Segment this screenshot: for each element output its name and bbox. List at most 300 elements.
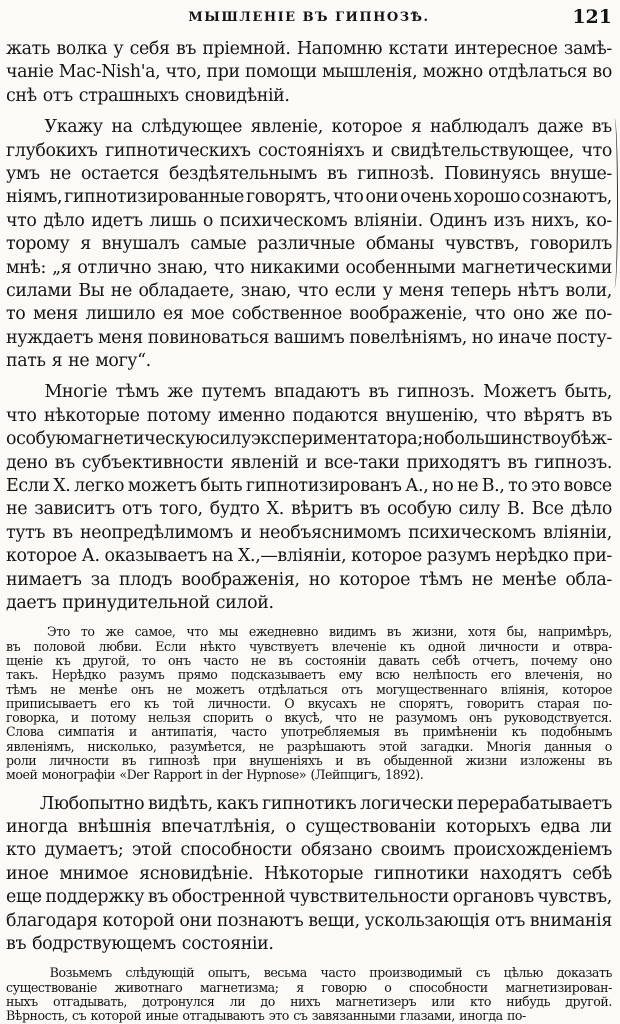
word: отъ bbox=[341, 682, 363, 697]
word: о bbox=[604, 739, 612, 754]
text-line bbox=[6, 350, 612, 373]
word: находятъ bbox=[479, 863, 562, 884]
word: воображеніе, bbox=[349, 304, 468, 325]
word: дѣло bbox=[570, 499, 612, 520]
word: въ bbox=[386, 625, 401, 640]
word: магнетизирован- bbox=[505, 980, 612, 995]
word: остается bbox=[80, 163, 159, 184]
word: что bbox=[474, 304, 506, 325]
word: при bbox=[206, 62, 240, 83]
paragraph-gap bbox=[6, 615, 612, 625]
word: я bbox=[80, 234, 91, 255]
word: снѣ bbox=[6, 85, 37, 106]
word: замѣ- bbox=[563, 39, 612, 59]
word: вкусѣ, bbox=[284, 711, 323, 726]
word: то bbox=[141, 653, 156, 668]
word: но bbox=[471, 327, 494, 348]
word: психическомъ bbox=[219, 210, 348, 231]
text-line bbox=[6, 863, 612, 886]
word: можетъ bbox=[195, 682, 245, 697]
word: нелѣпость bbox=[412, 668, 478, 683]
word: ясновидѣніе. bbox=[139, 863, 254, 884]
word: вовсе bbox=[563, 476, 612, 497]
word: любви. bbox=[98, 639, 142, 654]
word: приписываетъ bbox=[6, 696, 97, 711]
word: X. bbox=[53, 476, 71, 497]
paragraph-indent bbox=[6, 381, 36, 404]
word: той bbox=[172, 696, 195, 711]
word: принудительной bbox=[62, 592, 210, 613]
word: вашимъ bbox=[273, 327, 345, 348]
word: которое bbox=[339, 569, 411, 590]
word: онъ bbox=[469, 711, 492, 726]
word: меня bbox=[32, 304, 78, 325]
word: тѣмъ bbox=[419, 569, 463, 590]
word: внуше- bbox=[550, 163, 612, 184]
word: къ bbox=[55, 653, 71, 668]
word: своимъ bbox=[380, 840, 445, 861]
word: что bbox=[297, 280, 329, 301]
word: познаютъ bbox=[216, 910, 304, 931]
word: чаніе bbox=[6, 62, 54, 83]
word: личности bbox=[49, 754, 109, 769]
word: тѣмъ bbox=[6, 682, 37, 697]
word: «Der bbox=[119, 768, 149, 783]
word: съ bbox=[475, 966, 491, 981]
word: особенными bbox=[345, 257, 456, 278]
word: что bbox=[485, 405, 517, 426]
word: старая bbox=[537, 696, 580, 711]
word: и bbox=[371, 140, 384, 161]
word: не bbox=[258, 739, 274, 754]
word: Многія bbox=[486, 739, 531, 754]
word: вѣрятъ bbox=[523, 405, 585, 426]
text-line bbox=[6, 697, 612, 711]
word: даже bbox=[537, 117, 584, 138]
word: идетъ bbox=[91, 210, 143, 231]
word: ли bbox=[229, 994, 246, 1009]
word: 1892). bbox=[385, 768, 424, 783]
word: что bbox=[186, 625, 208, 640]
word: чувствъ, bbox=[444, 234, 520, 255]
word: въ bbox=[6, 639, 21, 654]
word: явленіямъ, bbox=[6, 739, 75, 754]
word: менѣе bbox=[78, 682, 118, 697]
word: въ bbox=[175, 39, 197, 59]
word: О bbox=[284, 696, 295, 711]
word: дено bbox=[6, 452, 48, 473]
text-line bbox=[6, 816, 612, 839]
word: себѣ bbox=[431, 653, 460, 668]
word: иногда bbox=[6, 817, 68, 838]
word: онъ bbox=[168, 653, 191, 668]
word: что bbox=[6, 405, 37, 426]
word: отъ bbox=[121, 499, 153, 520]
word: того, bbox=[159, 499, 203, 520]
text-line bbox=[6, 163, 612, 186]
word: говорка, bbox=[6, 711, 59, 726]
word: внушеніяхъ bbox=[249, 754, 323, 769]
word: что bbox=[213, 257, 245, 278]
word: это bbox=[268, 1009, 289, 1024]
word: которой bbox=[90, 1009, 142, 1024]
word: волка bbox=[56, 39, 108, 59]
word: гипнотизированные bbox=[64, 187, 244, 208]
word: повелѣніямъ, bbox=[349, 327, 467, 348]
word: себѣ bbox=[572, 863, 612, 884]
word: жизни, bbox=[412, 625, 457, 640]
text-line bbox=[6, 327, 612, 350]
text-line bbox=[6, 640, 612, 654]
word: производимый bbox=[369, 966, 463, 981]
word: въ bbox=[507, 452, 528, 473]
word: хотя bbox=[467, 625, 496, 640]
word: ея bbox=[162, 304, 184, 325]
word: то bbox=[80, 625, 95, 640]
word: цѣлью bbox=[503, 966, 543, 981]
word: убѣж- bbox=[560, 429, 612, 450]
word: не bbox=[250, 653, 266, 668]
word: субъективности bbox=[81, 452, 224, 473]
word: часто bbox=[320, 966, 356, 981]
word: не bbox=[49, 163, 71, 184]
paragraph bbox=[6, 38, 612, 108]
word: во bbox=[592, 62, 612, 83]
text-line bbox=[6, 995, 612, 1009]
text-line bbox=[6, 1009, 612, 1023]
word: при- bbox=[573, 546, 612, 567]
word: кстати bbox=[388, 39, 449, 59]
word: необъяснимомъ bbox=[258, 522, 401, 543]
word: торому bbox=[6, 234, 70, 255]
word: не bbox=[456, 476, 479, 497]
word: опытъ, bbox=[207, 966, 251, 981]
word: Mac-Nish'а, bbox=[58, 62, 161, 83]
word: Слова bbox=[6, 725, 44, 740]
text-line bbox=[6, 793, 612, 816]
word: Все bbox=[531, 499, 564, 520]
word: въ bbox=[368, 382, 389, 403]
word: загадки. bbox=[420, 739, 474, 754]
word: Нѣкоторые bbox=[264, 863, 364, 884]
word: влеченія, bbox=[524, 668, 584, 683]
word: на bbox=[211, 546, 234, 567]
text-line bbox=[6, 768, 612, 782]
word: магнетическую bbox=[70, 429, 210, 450]
word: въ bbox=[6, 933, 27, 954]
word: не bbox=[370, 696, 386, 711]
word: слѣдующій bbox=[125, 966, 195, 981]
word: отъ bbox=[42, 85, 73, 106]
word: дотронулся bbox=[142, 994, 215, 1009]
word: о bbox=[265, 711, 273, 726]
word: часто bbox=[231, 725, 267, 740]
text-line bbox=[6, 186, 612, 209]
word: перерабатываетъ bbox=[456, 793, 612, 814]
word: но bbox=[596, 668, 612, 683]
word: Напомню bbox=[296, 39, 383, 59]
word: чувствъ, bbox=[537, 887, 612, 908]
word: кто bbox=[6, 840, 36, 861]
word: В., bbox=[481, 476, 505, 497]
word: данныя bbox=[544, 739, 592, 754]
word: гипнотикъ bbox=[262, 793, 357, 814]
word: in bbox=[206, 768, 218, 783]
word: давать bbox=[378, 653, 420, 668]
body-text bbox=[6, 38, 612, 1024]
word: гипнозъ. bbox=[397, 382, 475, 403]
word: ко- bbox=[585, 210, 612, 231]
word: оно bbox=[512, 304, 545, 325]
text-line bbox=[6, 569, 612, 592]
text-line bbox=[6, 683, 612, 697]
word: видимъ bbox=[329, 625, 376, 640]
word: явленій bbox=[230, 452, 299, 473]
word: „я bbox=[52, 257, 72, 278]
footnote bbox=[6, 966, 612, 1023]
word: состояніи. bbox=[181, 933, 274, 954]
word: Повинуясь bbox=[444, 163, 541, 184]
paragraph bbox=[6, 381, 612, 615]
text-line bbox=[6, 140, 612, 163]
word: страшныхъ bbox=[78, 85, 179, 106]
word: умъ bbox=[6, 163, 40, 184]
text-line bbox=[6, 668, 612, 682]
word: кто bbox=[469, 994, 492, 1009]
word: вкусахъ bbox=[307, 696, 357, 711]
word: Это bbox=[47, 625, 70, 640]
word: жизни bbox=[465, 754, 507, 769]
word: мы bbox=[218, 625, 238, 640]
word: гипнотики bbox=[374, 863, 469, 884]
word: пріемной. bbox=[202, 39, 291, 59]
word: вліяніи. bbox=[353, 210, 423, 231]
word: силами bbox=[6, 280, 72, 301]
word: легко bbox=[74, 476, 125, 497]
word: разумъ bbox=[426, 546, 491, 567]
word: способности bbox=[409, 980, 488, 995]
word: изложены bbox=[520, 754, 585, 769]
word: быть bbox=[200, 476, 243, 497]
text-line bbox=[6, 38, 612, 61]
word: можетъ bbox=[127, 476, 197, 497]
word: Если bbox=[6, 476, 50, 497]
word: благодаря bbox=[6, 910, 98, 931]
word: другой. bbox=[565, 994, 612, 1009]
word: они bbox=[365, 187, 399, 208]
word: нѣкоторые bbox=[43, 405, 140, 426]
word: (Лейпцигъ, bbox=[310, 768, 381, 783]
word: посту- bbox=[556, 327, 612, 348]
word: все-таки bbox=[324, 452, 400, 473]
word: такъ. bbox=[6, 668, 39, 683]
word: почему bbox=[530, 653, 578, 668]
word: могу“. bbox=[95, 351, 151, 372]
word: обостренной bbox=[171, 887, 286, 908]
running-title: МЫШЛЕНІЕ ВЪ ГИПНОЗѢ. bbox=[188, 10, 430, 25]
paragraph-gap bbox=[6, 783, 612, 793]
word: и bbox=[128, 725, 137, 740]
text-line bbox=[6, 592, 612, 615]
word: и bbox=[305, 452, 318, 473]
word: нуждаетъ bbox=[6, 327, 94, 348]
word: употребляемыя bbox=[280, 725, 380, 740]
word: но bbox=[432, 476, 454, 497]
text-line bbox=[6, 711, 612, 725]
paragraph-gap bbox=[6, 956, 612, 966]
word: знаю, bbox=[240, 280, 292, 301]
word: знаю, bbox=[157, 257, 208, 278]
word: видѣть, bbox=[148, 793, 213, 814]
word: гипнозѣ. bbox=[357, 163, 435, 184]
word: Hypnose» bbox=[246, 768, 307, 783]
word: вещи, bbox=[308, 910, 360, 931]
word: въ bbox=[121, 754, 136, 769]
word: дѣло bbox=[43, 210, 85, 231]
word: впечатлѣнія, bbox=[161, 817, 276, 838]
word: нихъ, bbox=[531, 210, 580, 231]
word: въ bbox=[147, 887, 168, 908]
word: въ bbox=[356, 754, 371, 769]
word: то bbox=[508, 476, 528, 497]
text-line bbox=[6, 452, 612, 475]
word: магнетизеръ bbox=[335, 994, 417, 1009]
word: Вѣрность, bbox=[6, 1009, 68, 1024]
word: не bbox=[368, 711, 384, 726]
word: они bbox=[179, 910, 212, 931]
word: личности bbox=[478, 639, 539, 654]
word: у bbox=[382, 280, 393, 301]
word: говоритъ bbox=[466, 696, 524, 711]
word: свидѣтельствующее, bbox=[390, 140, 574, 161]
margin-bracket-mark bbox=[611, 118, 618, 288]
word: отлично bbox=[77, 257, 152, 278]
word: ежедневно bbox=[248, 625, 319, 640]
text-line bbox=[6, 725, 612, 739]
word: обла- bbox=[565, 569, 612, 590]
word: не bbox=[110, 280, 132, 301]
word: сознаютъ, bbox=[522, 187, 612, 208]
word: антипатія, bbox=[151, 725, 217, 740]
word: и bbox=[335, 754, 344, 769]
word: внушенію, bbox=[385, 405, 479, 426]
word: иначе bbox=[498, 327, 552, 348]
word: органовъ bbox=[452, 887, 534, 908]
word: къ bbox=[399, 639, 415, 654]
word: моей bbox=[6, 768, 38, 783]
word: примѣненіи bbox=[422, 725, 498, 740]
word: теперь bbox=[450, 280, 511, 301]
word: это bbox=[531, 476, 560, 497]
text-line bbox=[6, 233, 612, 256]
word: же bbox=[167, 382, 193, 403]
word: обыденной bbox=[383, 754, 453, 769]
word: чувствуетъ bbox=[249, 639, 319, 654]
book-page bbox=[6, 4, 612, 1024]
word: завязанными bbox=[311, 1009, 396, 1024]
word: X. bbox=[266, 499, 284, 520]
word: въ bbox=[597, 754, 612, 769]
text-line bbox=[6, 966, 612, 980]
word: приходятъ bbox=[406, 452, 501, 473]
text-line bbox=[6, 405, 612, 428]
text-line bbox=[6, 303, 612, 326]
word: будто bbox=[209, 499, 260, 520]
word: повиноваться bbox=[147, 327, 270, 348]
word: обязано bbox=[300, 840, 373, 861]
text-line bbox=[6, 625, 612, 639]
word: не bbox=[50, 682, 66, 697]
footnote bbox=[6, 625, 612, 782]
word: о bbox=[285, 817, 296, 838]
paragraph-indent bbox=[6, 116, 36, 139]
word: отгадывать, bbox=[52, 994, 127, 1009]
text-line bbox=[6, 981, 612, 995]
text-line bbox=[6, 85, 612, 108]
word: путемъ bbox=[201, 382, 266, 403]
paragraph-gap bbox=[6, 108, 612, 116]
word: гипнозъ. bbox=[534, 452, 612, 473]
word: другой, bbox=[82, 653, 130, 668]
word: этой bbox=[131, 840, 172, 861]
word: у bbox=[113, 39, 124, 59]
word: воли, bbox=[565, 280, 612, 301]
word: ныхъ bbox=[6, 994, 38, 1009]
word: но bbox=[422, 429, 445, 450]
word: способности bbox=[180, 840, 293, 861]
word: до bbox=[260, 994, 275, 1009]
word: не bbox=[167, 682, 183, 697]
word: животнаго bbox=[114, 980, 183, 995]
word: и bbox=[70, 711, 79, 726]
word: обманы bbox=[365, 234, 434, 255]
word: силу bbox=[458, 499, 500, 520]
word: впадаютъ bbox=[274, 382, 360, 403]
word: явленіе, bbox=[250, 117, 323, 138]
word: потому bbox=[90, 711, 136, 726]
word: А. bbox=[81, 546, 100, 567]
text-line bbox=[6, 754, 612, 768]
word: половой bbox=[33, 639, 86, 654]
text-line bbox=[6, 257, 612, 280]
text-line bbox=[6, 280, 612, 303]
text-line bbox=[6, 381, 612, 404]
word: я bbox=[410, 117, 422, 138]
word: и bbox=[551, 639, 560, 654]
text-line bbox=[6, 545, 612, 568]
word: помощи bbox=[245, 62, 317, 83]
word: съ bbox=[293, 1009, 308, 1024]
word: менѣе bbox=[501, 569, 557, 590]
word: можно bbox=[422, 62, 483, 83]
word: о bbox=[202, 210, 214, 231]
word: въ bbox=[278, 653, 293, 668]
word: ли bbox=[589, 817, 612, 838]
word: подобнымъ bbox=[540, 725, 612, 740]
word: иное bbox=[6, 863, 49, 884]
word: мнимое bbox=[59, 863, 129, 884]
word: зависитъ bbox=[34, 499, 115, 520]
word: бы, bbox=[506, 625, 528, 640]
text-line bbox=[6, 740, 612, 754]
word: отъ bbox=[494, 910, 525, 931]
word: мнѣ: bbox=[6, 257, 47, 278]
word: по- bbox=[506, 1009, 526, 1024]
word: отдѣлаться bbox=[488, 62, 588, 83]
word: нисколько, bbox=[87, 739, 157, 754]
word: поддержку bbox=[45, 887, 145, 908]
word: и bbox=[240, 522, 252, 543]
